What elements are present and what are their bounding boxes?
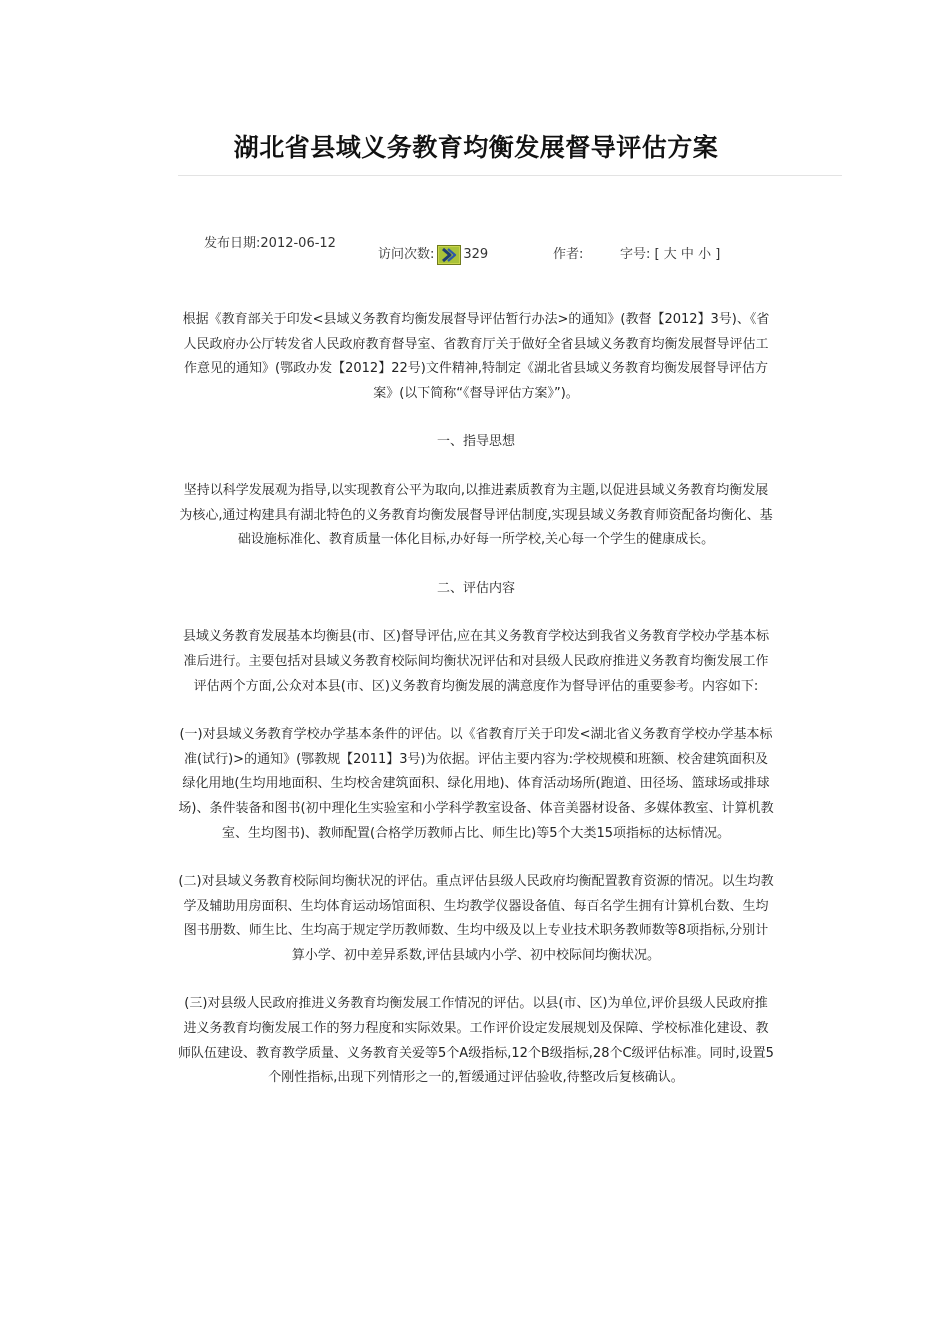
section-heading-guiding-ideology: 一、指导思想 bbox=[436, 434, 515, 450]
evaluation-item-1-paragraph: (一)对县域义务教育学校办学基本条件的评估。以《省教育厅关于印发<湖北省义务教育学校办学基本标准(试行)>的通知》(鄂教规【2011】3号)为依据。评估主要内容为:学校规模和班额、校舍建筑面积及绿化用地(生均用地面积、生均校舍建筑面积、绿化用地)、体育活动场所(跑道、田径场、篮球场或排球场)、条件装备和图书(初中理化生实验室和小学科学教室设备、体音美器材设备、多媒体教室、计算机教室、生均图书)、教师配置(合格学历教师占比、师生比)等5个大类15项指标的达标情况。 bbox=[178, 727, 774, 841]
section-heading-evaluation-content: 二、评估内容 bbox=[436, 580, 515, 596]
publish-date-value: 2012-06-12 bbox=[260, 236, 336, 251]
font-large-link[interactable]: 大 bbox=[663, 247, 677, 262]
evaluation-item-3-paragraph: (三)对县级人民政府推进义务教育均衡发展工作情况的评估。以县(市、区)为单位,评价县级人民政府推进义务教育均衡发展工作的努力程度和实际效果。工作评价设定发展规划及保障、学校标准化建设、教师队伍建设、教育教学质量、义务教育关爱等5个A级指标,12个B级指标,28个C级评估标准。同时,设置5个刚性指标,出现下列情形之一的,暂缓通过评估验收,待整改后复核确认。 bbox=[178, 996, 774, 1086]
article-title: 湖北省县域义务教育均衡发展督导评估方案 bbox=[233, 133, 719, 162]
font-medium-link[interactable]: 中 bbox=[680, 247, 694, 262]
intro-paragraph: 根据《教育部关于印发<县域义务教育均衡发展督导评估暂行办法>的通知》(教督【2012】3号)、《省人民政府办公厅转发省人民政府教育督导室、省教育厅关于做好全省县域义务教育均衡发展督导评估工作意见的通知》(鄂政办发【2012】22号)文件精神,特制定《湖北省县域义务教育均衡发展督导评估方案》(以下简称“《督导评估方案》”)。 bbox=[182, 312, 770, 401]
article-meta bbox=[178, 230, 774, 280]
publish-date-label: 发布日期: bbox=[204, 236, 261, 251]
guiding-ideology-paragraph: 坚持以科学发展观为指导,以实现教育公平为取向,以推进素质教育为主题,以促进县域义务教育均衡发展为核心,通过构建具有湖北特色的义务教育均衡发展督导评估制度,实现县域义务教育师资配备均衡化、基础设施标准化、教育质量一体化目标,办好每一所学校,关心每一个学生的健康成长。 bbox=[179, 482, 773, 548]
counter-icon bbox=[437, 245, 461, 265]
font-small-link[interactable]: 小 bbox=[698, 247, 712, 262]
author-label: 作者: bbox=[553, 247, 584, 262]
title-divider bbox=[178, 175, 842, 176]
publish-date bbox=[200, 232, 340, 256]
visit-count-label: 访问次数: bbox=[378, 247, 435, 262]
font-size-control bbox=[620, 243, 720, 267]
font-bracket-close: ] bbox=[715, 247, 721, 262]
font-bracket-open: [ bbox=[654, 247, 660, 262]
evaluation-overview-paragraph: 县域义务教育发展基本均衡县(市、区)督导评估,应在其义务教育学校达到我省义务教育学校办学基本标准后进行。主要包括对县域义务教育校际间均衡状况评估和对县级人民政府推进义务教育均衡发展工作评估两个方面,公众对本县(市、区)义务教育均衡发展的满意度作为督导评估的重要参考。内容如下: bbox=[182, 629, 770, 694]
evaluation-item-2-paragraph: (二)对县域义务教育校际间均衡状况的评估。重点评估县级人民政府均衡配置教育资源的情况。以生均教学及辅助用房面积、生均体育运动场馆面积、生均教学仪器设备值、每百名学生拥有计算机台数、生均图书册数、师生比、生均高于规定学历教师数、生均中级及以上专业技术职务教师数等8项指标,分别计算小学、初中差异系数,评估县域内小学、初中校际间均衡状况。 bbox=[178, 874, 774, 963]
font-size-label: 字号: bbox=[620, 247, 651, 262]
author bbox=[553, 243, 583, 267]
visit-count-value: 329 bbox=[463, 247, 489, 262]
article-body bbox=[178, 308, 774, 1091]
visit-count bbox=[378, 243, 488, 267]
